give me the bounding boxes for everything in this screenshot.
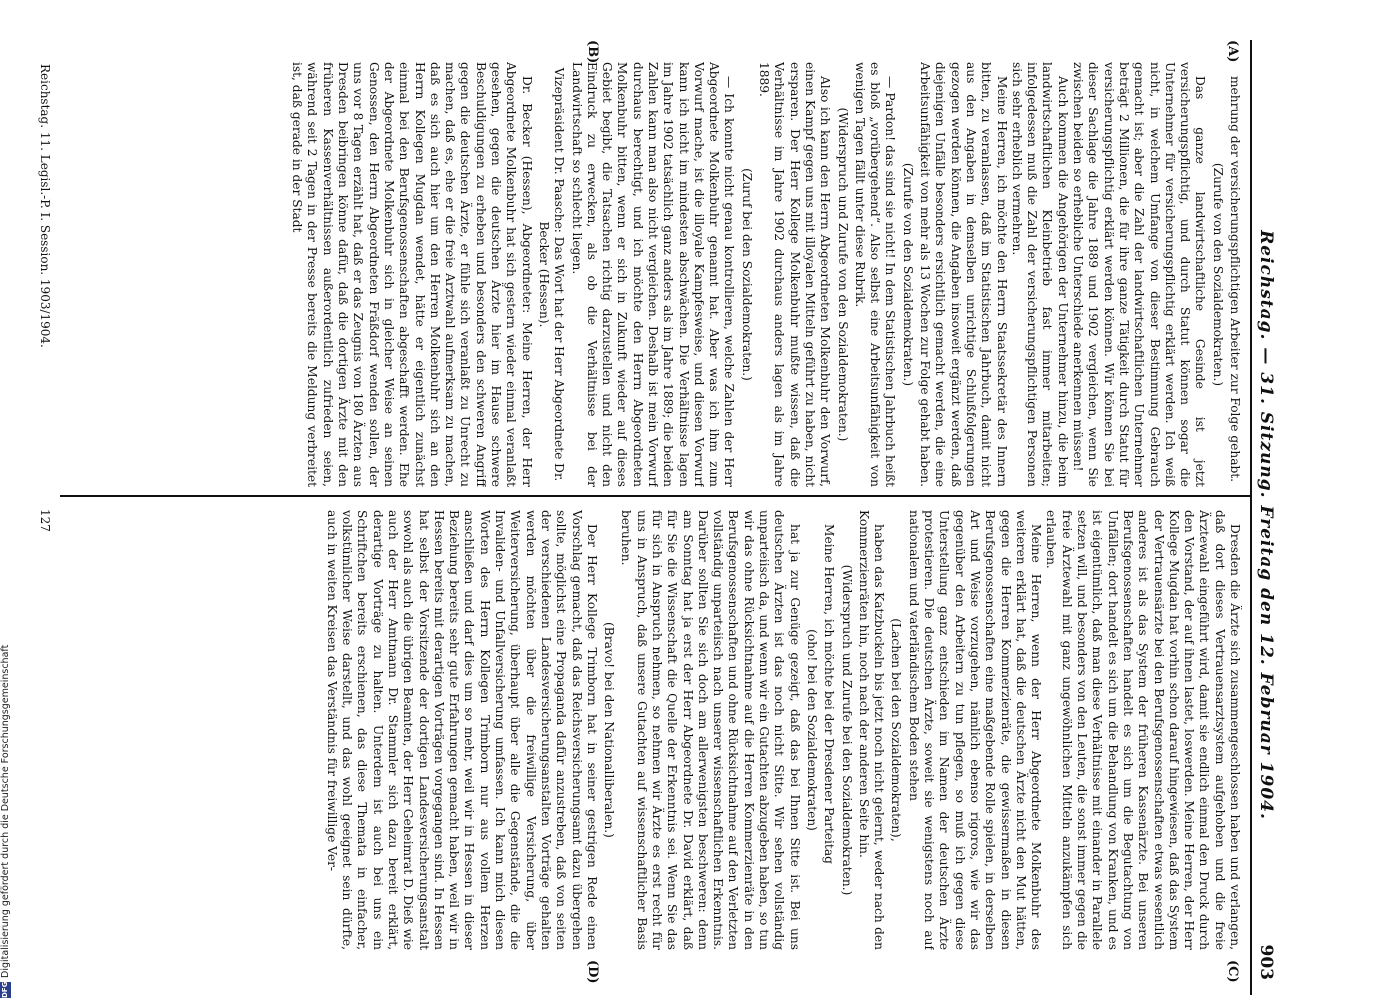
dfg-credit-text: Digitalisierung gefördert durch die Deutsche Forschungsgemeinschaft <box>0 644 11 978</box>
column-divider <box>60 495 1250 497</box>
footer-session: Reichstag. 11. Legisl.-P. I. Session. 1903/1904. <box>38 64 52 348</box>
page-header-title: Reichstag. — 31. Sitzung. Freitag den 12. Februar 1904. <box>1256 230 1276 820</box>
page-header <box>1250 60 1276 990</box>
interjection-line: (Zurufe von den Sozialdemokraten.) <box>1210 162 1225 387</box>
paragraph: Meine Herren, ich möchte den Herrn Staatssekretär des Innern bitten, zu veranlassen, daß im Statistischen Jahrbuch, damit nicht aus den Angaben in demselben unrichtige Schlußfolgerungen gezogen werden können, die Angaben insoweit ergänzt werden, daß diejenigen Unfälle besonders ersichtlich gemacht werden, die eine Arbeitsunfähigkeit von mehr als 13 Wochen zur Folge gehabt haben. <box>918 62 1009 487</box>
interjection-line: (Widerspruch und Zurufe von den Sozialdemokraten.) <box>835 107 850 442</box>
margin-mark-a: (A) <box>1225 40 1240 63</box>
paragraph: Also ich kann den Herrn Abgeordneten Molkenbuhr den Vorwurf, einen Kampf gegen uns mit illoyalen Mitteln geführt zu haben, nicht ersparen. Der Herr Kollege Molkenbuhr mußte wissen, daß die Verhältnisse im Jahre 1902 durchaus anders lagen als im Jahre 1889. <box>757 62 833 487</box>
interjection-line: (Lachen bei den Sozialdemokraten), <box>889 618 904 842</box>
interjection-line: (Zurufe von den Sozialdemokraten.) <box>900 162 915 387</box>
paragraph: Meine Herren, wenn der Herr Abgeordnete Molkenbuhr des weiteren erklärt hat, daß die deutschen Ärzte nicht den Mut hätten, gegen die Herren Kommerzienräte, die gewissermaßen in diesen Berufsgenossenschaften eine maßgebende Rolle spielen, in derselben Art und Weise vorzugehen, nämlich ebenso rigoros, wie wir das gegenüber den Arbeitern zu tun pflegen, so muß ich gegen diese Unterstellung ganz entschieden im Namen der deutschen Ärzte protestieren. Die deutschen Ärzte, soweit sie wenigstens noch auf nationalem und vaterländischem Boden stehen <box>906 510 1044 950</box>
left-text-column <box>62 62 1242 487</box>
paragraph: hat ja zur Genüge gezeigt, daß das bei Ihnen Sitte ist. Bei uns deutschen Ärzten ist das noch nicht Sitte. Wir sehen vollständig unparteiisch da, und wenn wir ein Gutachten abzugeben haben, so tun wir das ohne Rücksichtnahme auf die Herren Kommerzienräte in den Berufsgenossenschaften und ohne Rücksichtnahme auf den Verletzten vollständig unparteiisch nach unserer wissenschaftlichen Erkenntnis. Darüber sollten Sie sich doch am allerwenigsten beschweren: denn am Sonntag hat ja erst der Herr Abgeordnete Dr. David erklärt, daß für Sie die Wissenschaft die Quelle der Erkenntnis sei. Wenn Sie das für sich in Anspruch nehmen, so nehmen wir Ärzte es erst recht für uns in Anspruch, daß unsere Gutachten auf wissenschaftlicher Basis beruhen. <box>619 510 802 950</box>
interjection-line: (Bravo! bei den Nationalliberalen.) <box>602 622 617 838</box>
margin-mark-d: (D) <box>585 960 600 984</box>
paragraph: — Pardon! das sind sie nicht! In dem Statistischen Jahrbuch heißt es bloß „vorübergehend“. Also selbst eine Arbeitsunfähigkeit von wenigen Tagen fällt unter diese Rubrik. <box>852 62 898 487</box>
dfg-credit <box>0 0 14 1000</box>
header-rule <box>1250 40 1252 995</box>
footer-sheet-number: 127 <box>38 509 52 532</box>
paragraph: Dr. Becker (Hessen), Abgeordneter: Meine Herren, der Herr Abgeordnete Molkenbuhr hat sich gestern wieder einmal veranlaßt gesehen, gegen die deutschen Ärzte hier im Hause schwere Beschuldigungen zu erheben und besonders den schweren Angriff gegen die deutschen Ärzte, er fühle sich veranlaßt zu Unrecht zu machen, daß es, ehe er die freie Arztwahl aufmerksam zu machen, daß es sich auch hier um den Herren Molkenbuhr sich an den Herrn Kollegen Mugdan wendet, hätte er eigentlich zunächst einmal bei den Berufsgenossenschaften abgeschafft werden. Ehe der Abgeordnete Molkenbuhr sich in gleicher Weise an seinen Genossen, den Herrn Abgeordneten Fräßdorf wenden sollen, der uns vor 8 Tagen erzählt hat, daß er das Zeugnis von 180 Ärzten aus Dresden beibringen könne dafür, daß die dortigen Ärzte mit den früheren Kassenverhältnissen außerordentlich zufrieden seien, während seit 2 Tagen in der Presse bereits die Meldung verbreitet ist, daß gerade in der Stadt <box>290 62 534 487</box>
paragraph: Dresden die Ärzte sich zusammengeschlossen haben und verlangen, daß dort dieses Vertrauensarztsystem aufgehoben und die freie Ärztewahl eingeführt wird, damit sie endlich einmal den Druck durch den Vorstand, der auf ihnen lastet, loswerden. Meine Herren, der Herr Kollege Mugdan hat vorhin schon darauf hingewiesen, daß das System der Vertrauensärzte bei den Berufsgenossenschaften etwas wesentlich anderes ist als das System der früheren Kassenärzte. Bei unseren Berufsgenossenschaften handelt es sich um die Begutachtung von Unfällen; dort handelt es sich um die Behandlung von Kranken, und es ist eigentümlich, daß man diese Verhältnisse mit einander in Parallele setzen will, und besonders von den Leuten, die sonst immer gegen die freie Ärztewahl mit ganz ungewöhnlichen Mitteln anzukämpfen sich erlauben. <box>1044 510 1242 950</box>
interjection-line: (Widerspruch und Zurufe bei den Sozialdemokraten.) <box>839 564 854 896</box>
right-text-column <box>62 510 1242 950</box>
interjection-line: Vizepräsident Dr. Paasche: Das Wort hat der Herr Abgeordnete Dr. Becker (Hessen). <box>536 67 567 482</box>
page-number: 903 <box>1256 944 1276 980</box>
margin-mark-b: (B) <box>585 40 600 64</box>
paragraph: — Ich konnte nicht genau kontrollieren, welche Zahlen der Herr Abgeordnete Molkenbuhr genannt hat. Aber was ich ihm zum Vorwurf mache, ist die illoyale Kampfesweise, und diesen Vorwurf kann ich nicht im mindesten abschwächen. Die Verhältnisse lagen im Jahre 1902 tatsächlich ganz anders als im Jahre 1889; die beiden Zahlen kann man also nicht vergleichen. Deshalb ist mein Vorwurf durchaus berechtigt, und ich möchte den Herrn Abgeordneten Molkenbuhr bitten, wenn er sich in Zukunft wieder auf dieses Gebiet begibt, die Tatsachen richtig darzustellen und nicht den Eindruck zu erwecken, als ob die Verhältnisse bei der Landwirtschaft so schlecht liegen. <box>569 62 737 487</box>
interjection-line: (Zuruf bei den Sozialdemokraten.) <box>739 168 754 381</box>
paragraph: Der Herr Kollege Trimborn hat in seiner gestrigen Rede einen Vorschlag gemacht, daß das Reichsversicherungsamt dazu übergehen sollte, möglichst eine Propaganda dafür anzustreben, daß von seiten der verschiedenen Landesversicherungsanstalten Vorträge gehalten werden möchten über die freiwillige Versicherung, über Weiterversicherung, überhaupt über alle die Gegenstände, die die Invaliden- und Unfallversicherung umfassen. Ich kann mich diesen Worten des Herrn Kollegen Trimborn nur aus vollem Herzen anschließen und darf dies um so mehr, weil wir in Hessen in dieser Beziehung bereits sehr gute Erfahrungen gemacht haben, weil wir in Hessen bereits mit derartigen Vorträgen vorgegangen sind. In Hessen hat selbst der Vorsitzende der dortigen Landesversicherungsanstalt sowohl als auch die übrigen Beamten, der Herr Geheimrat D. Dieß wie auch der Herr Amtmann Dr. Stammler sich dazu bereit erklärt, derartige Vorträge zu halten. Unterdem ist auch bei uns ein Schriftchen bereits erschienen, das diese Themata in einfacher, volkstümlicher Weise darstellt, und das wohl geeignet sein dürfte, auch in weiten Kreisen das Verständnis für freiwillige Ver- <box>324 510 599 950</box>
interjection-line: (oho! bei den Sozialdemokraten) <box>804 629 819 831</box>
paragraph: mehrung der versicherungspflichtigen Arbeiter zur Folge gehabt. <box>1228 76 1242 483</box>
page-footer <box>38 64 52 532</box>
paragraph: Meine Herren, ich möchte bei der Dresdener Parteitag <box>822 524 837 864</box>
margin-mark-c: (C) <box>1225 960 1240 983</box>
paragraph: Das ganze landwirtschaftliche Gesinde ist jetzt versicherungspflichtig, und durch Statut können sogar die Unternehmer für versicherungspflichtig erklärt werden. Ich weiß nicht, in welchem Umfange von dieser Bestimmung Gebrauch gemacht ist; aber die Zahl der landwirtschaftlichen Unternehmer beträgt 2 Millionen, die für ihre ganze Tätigkeit durch Statut für versicherungspflichtig erklärt werden können. Wir können Sie bei dieser Sachlage die Jahre 1889 und 1902 vergleichen, wenn Sie zwischen beiden so erhebliche Unterschiede anerkennen müssen! <box>1071 62 1208 487</box>
dfg-logo: DFG <box>1 981 9 998</box>
paragraph: Auch kommen die Angehörigen der Unternehmer hinzu, die beim landwirtschaftlichen Kleinbetrieb fast immer mitarbeiten; infolgedessen muß die Zahl der versicherungspflichtigen Personen sich sehr erheblich vermehren. <box>1009 62 1070 487</box>
paragraph: haben das Katzbuckeln bis jetzt noch nicht gelernt, weder nach den Kommerzienräten hin, noch nach der anderen Seite hin. <box>856 510 887 950</box>
